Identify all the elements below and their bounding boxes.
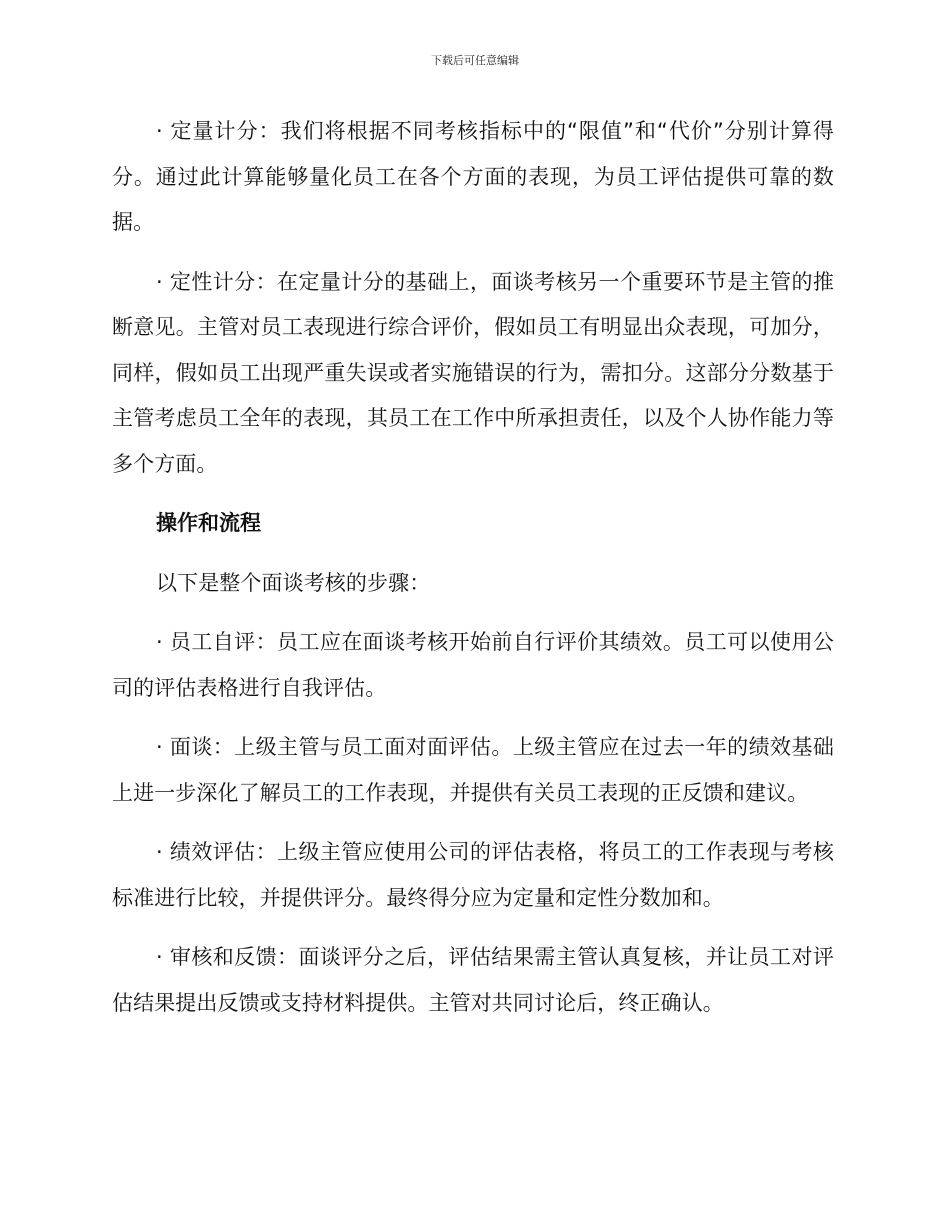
paragraph-interview: · 面谈：上级主管与员工面对面评估。上级主管应在过去一年的绩效基础上进一步深化了解员工的工作表现，并提供有关员工表现的正反馈和建议。 xyxy=(112,735,834,805)
paragraph-quantitative-scoring: · 定量计分：我们将根据不同考核指标中的“限值”和“代价”分别计算得分。通过此计算能够量化员工在各个方面的表现，为员工评估提供可靠的数据。 xyxy=(112,119,834,234)
document-body xyxy=(112,109,834,1040)
paragraph-steps-intro: 以下是整个面谈考核的步骤： xyxy=(156,570,431,595)
paragraph-qualitative-scoring: · 定性计分：在定量计分的基础上，面谈考核另一个重要环节是主管的推断意见。主管对员工表现进行综合评价，假如员工有明显出众表现，可加分，同样，假如员工出现严重失误或者实施错误的行为，需扣分。这部分分数基于主管考虑员工全年的表现，其员工在工作中所承担责任，以及个人协作能力等多个方面。 xyxy=(112,269,834,476)
paragraph-review-feedback: · 审核和反馈：面谈评分之后，评估结果需主管认真复核，并让员工对评估结果提出反馈或支持材料提供。主管对共同讨论后，终正确认。 xyxy=(112,945,834,1015)
section-heading: 操作和流程 xyxy=(156,511,261,535)
paragraph-self-evaluation: · 员工自评：员工应在面谈考核开始前自行评价其绩效。员工可以使用公司的评估表格进行自我评估。 xyxy=(112,630,834,700)
page-header: 下载后可任意编辑 xyxy=(431,54,519,67)
paragraph-performance-evaluation: · 绩效评估：上级主管应使用公司的评估表格，将员工的工作表现与考核标准进行比较，并提供评分。最终得分应为定量和定性分数加和。 xyxy=(112,840,834,910)
